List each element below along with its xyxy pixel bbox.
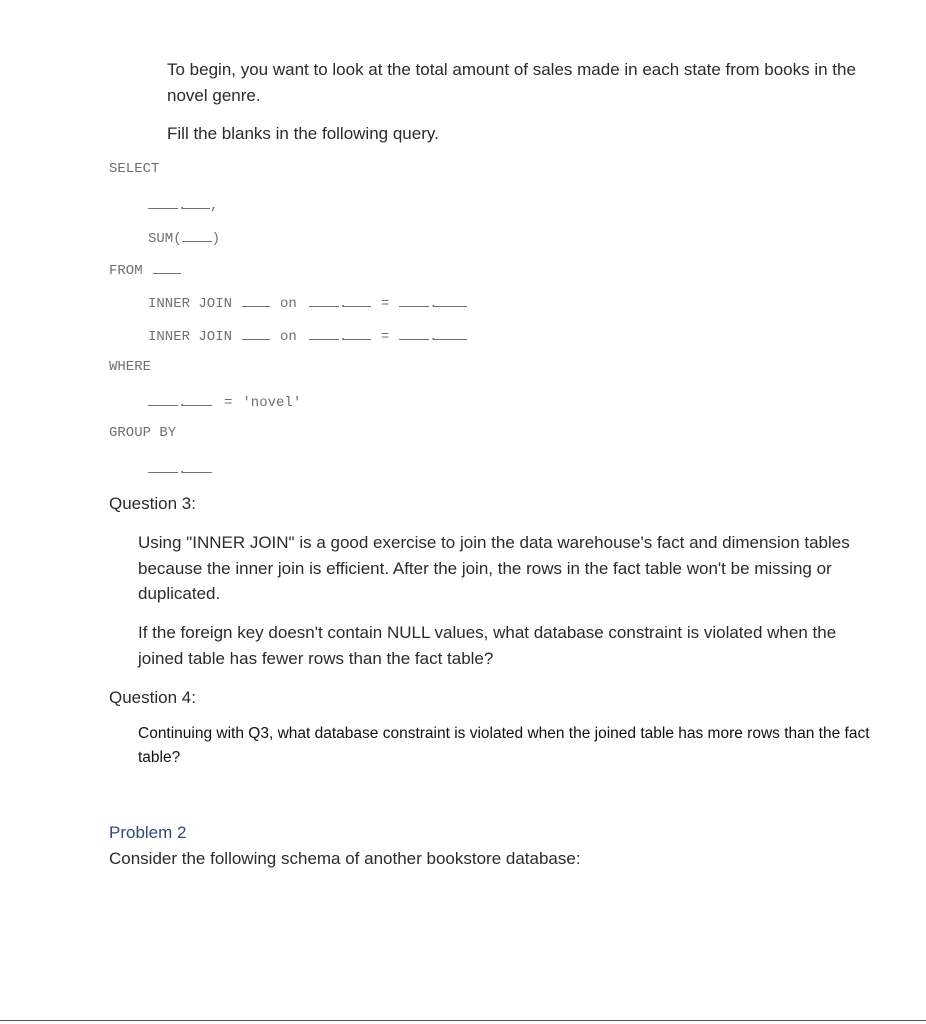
sql-select-keyword: SELECT <box>109 161 160 177</box>
question3-paragraph-2: If the foreign key doesn't contain NULL values, what database constraint is violated when the joined table has fewer rows than the fact table? <box>138 623 837 668</box>
blank-field[interactable] <box>399 326 429 340</box>
blank-field[interactable] <box>433 293 467 307</box>
question3-paragraph-1: Using "INNER JOIN" is a good exercise to join the data warehouse's fact and dimension tables because the inner join is efficient. After the join, the rows in the fact table won't be missing or duplicated. <box>138 533 850 603</box>
sql-from-keyword: FROM <box>109 263 143 279</box>
inner-join-keyword: INNER JOIN <box>148 296 233 312</box>
blank-field[interactable] <box>148 195 178 209</box>
blank-field[interactable] <box>309 326 339 340</box>
blank-field[interactable] <box>148 459 178 473</box>
blank-field[interactable] <box>153 260 181 274</box>
blank-field[interactable] <box>182 459 212 473</box>
blank-field[interactable] <box>343 326 371 340</box>
problem2-heading: Problem 2 <box>109 823 187 842</box>
sql-where-keyword: WHERE <box>109 359 152 375</box>
blank-field[interactable] <box>343 293 371 307</box>
blank-field[interactable] <box>242 326 270 340</box>
where-value: 'novel' <box>242 395 302 411</box>
sum-line <box>148 228 220 247</box>
inner-join-keyword: INNER JOIN <box>148 329 233 345</box>
blank-field[interactable] <box>399 293 429 307</box>
from-line <box>109 260 181 279</box>
on-keyword: on <box>280 329 297 345</box>
blank-field[interactable] <box>182 392 212 406</box>
on-keyword: on <box>280 296 297 312</box>
blank-field[interactable] <box>182 195 210 209</box>
intro-instruction: Fill the blanks in the following query. <box>167 124 439 143</box>
problem2-text: Consider the following schema of another bookstore database: <box>109 849 581 868</box>
page-bottom-divider <box>0 1020 926 1021</box>
sql-groupby-keyword: GROUP BY <box>109 425 177 441</box>
blank-field[interactable] <box>242 293 270 307</box>
select-comma: , <box>210 198 219 214</box>
blank-field[interactable] <box>148 392 178 406</box>
join-line-1: INNER JOIN on . = . <box>148 293 467 312</box>
intro-paragraph: To begin, you want to look at the total amount of sales made in each state from books in the novel genre. <box>167 60 856 105</box>
question3-heading: Question 3: <box>109 494 196 513</box>
blank-field[interactable] <box>182 228 212 242</box>
where-condition-line: . = 'novel' <box>148 392 301 411</box>
where-equals-sign: = <box>224 395 233 411</box>
equals-sign: = <box>380 329 390 345</box>
question4-text: Continuing with Q3, what database constraint is violated when the joined table has more rows than the fact table? <box>138 725 870 766</box>
groupby-column-line: . <box>148 459 212 478</box>
select-column-line: . , <box>148 195 218 214</box>
blank-field[interactable] <box>433 326 467 340</box>
sum-close: ) <box>211 231 221 247</box>
sum-open: SUM( <box>148 231 182 247</box>
equals-sign: = <box>380 296 390 312</box>
blank-field[interactable] <box>309 293 339 307</box>
question4-heading: Question 4: <box>109 688 196 707</box>
join-line-2: INNER JOIN on . = . <box>148 326 467 345</box>
